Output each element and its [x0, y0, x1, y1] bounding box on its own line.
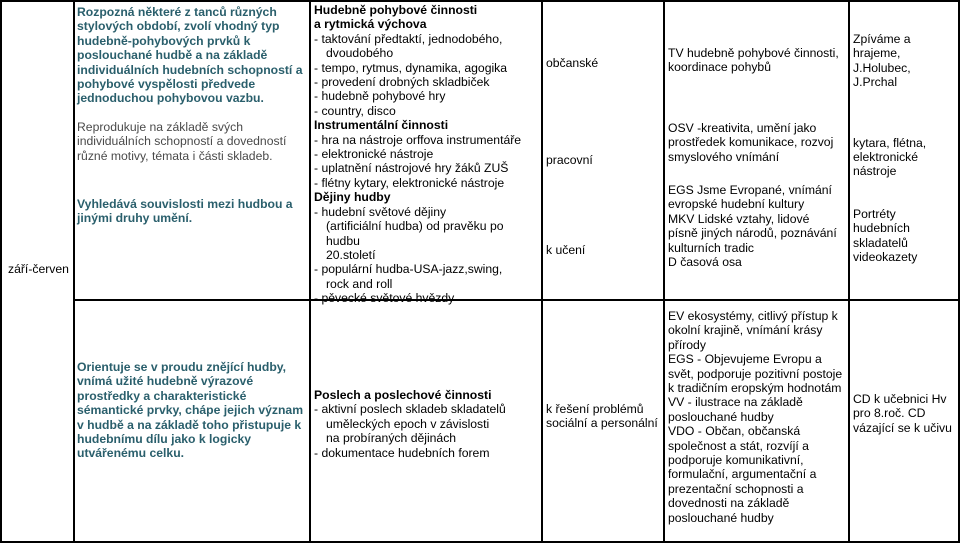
content-heading: Poslech a poslechové činnosti [314, 388, 492, 402]
content-heading: Hudebně pohybové činnosti [314, 3, 478, 17]
content-heading: a rytmická výchova [314, 17, 427, 32]
table-border-top [0, 0, 960, 2]
teaching-material: Portréty hudebních skladatelů videokazety [853, 206, 918, 265]
outcomes-cell [77, 360, 307, 540]
cross-curricular-theme: EV ekosystémy, citlivý přístup k okolní krajině, vnímání krásy přírody [668, 309, 838, 352]
themes-cell [668, 46, 840, 296]
cross-curricular-theme: TV hudebně pohybové činnosti, koordinace pohybů [668, 46, 839, 75]
competence-cell [546, 56, 661, 76]
cross-curricular-theme: EGS Jsme Evropané, vnímání evropské hudební kultury [668, 183, 832, 212]
competence-label: pracovní [546, 153, 593, 167]
competence-label: občanské [546, 56, 599, 70]
teaching-material: kytara, flétna, elektronické nástroje [853, 135, 927, 179]
content-item: uměleckých epoch v závislosti [326, 416, 490, 431]
content-item: - dokumentace hudebních forem [314, 445, 490, 460]
content-item: 20.století [326, 247, 376, 262]
cross-curricular-theme: D časová osa [668, 255, 742, 270]
content-item: - hra na nástroje orffova instrumentáře [314, 132, 522, 147]
teaching-material: Zpíváme a hrajeme, J.Holubec, J.Prchal [853, 32, 911, 90]
cross-curricular-theme: MKV Lidské vztahy, lidové písně jiných národů, poznávání kulturních tradic [668, 211, 837, 255]
content-item: - flétny kytary, elektronické nástroje [314, 175, 505, 190]
content-item: - taktování předtaktí, jednodobého, [314, 31, 503, 46]
competence-label: k učení [546, 243, 586, 257]
competence-cell [546, 243, 661, 263]
month-cell [2, 262, 73, 282]
content-item: - hudební světové dějiny [314, 204, 447, 219]
column-divider [541, 0, 543, 543]
column-divider [309, 0, 311, 543]
cross-curricular-theme: VDO - Občan, občanská společnost a stát, rozvíjí a podporuje komunikativní, formulační, argumentační a prezentační schopnosti a dovednosti na základě poslouchané hudby [668, 424, 817, 525]
content-item: - country, disco [314, 103, 396, 118]
content-item: - uplatnění nástrojové hry žáků ZUŠ [314, 161, 509, 176]
cross-curricular-theme: OSV -kreativita, umění jako prostředek komunikace, rozvoj smyslového vnímání [668, 120, 834, 164]
content-cell [314, 3, 540, 306]
teaching-material: CD k učebnici Hv pro 8.roč. CD vázající se k učivu [853, 392, 952, 435]
content-heading: Dějiny hudby [314, 190, 391, 205]
content-item: - provedení drobných skladbiček [314, 75, 490, 90]
cross-curricular-theme: EGS - Objevujeme Evropu a svět, podporuje pozitivní postoje k tradičním eropským hodnotám [668, 352, 843, 396]
learning-outcome: Reprodukuje na základě svých individuálních schopností a dovedností různé motivy, témata i části skladeb. [77, 119, 287, 163]
competence-cell [546, 153, 661, 173]
notes-cell [853, 32, 953, 296]
content-item: - tempo, rytmus, dynamika, agogika [314, 60, 508, 75]
content-item: - elektronické nástroje [314, 147, 434, 162]
content-item: - hudebně pohybové hry [314, 89, 446, 104]
cross-curricular-theme: VV - ilustrace na základě poslouchané hudby [668, 395, 803, 424]
learning-outcome: Orientuje se v proudu znějící hudby, vnímá užité hudebně výrazové prostředky a charakteristické sémantické prvky, chápe jejich význam v hudbě a na základě toho přistupuje k hudebnímu dílu jako k logicky utvářenému celku. [77, 360, 304, 461]
competence-cell [546, 402, 661, 462]
themes-cell [668, 309, 848, 541]
month-label: září-červen [8, 262, 69, 276]
content-item: dvoudobého [326, 46, 394, 61]
content-item: - aktivní poslech skladeb skladatelů [314, 402, 506, 417]
notes-cell [853, 392, 953, 472]
content-item: na probíraných dějinách [326, 431, 457, 446]
column-divider [73, 0, 75, 543]
content-item: rock and roll [326, 276, 393, 291]
column-divider [848, 0, 850, 543]
competence-label: k řešení problémů sociální a personální [546, 402, 658, 431]
table-border-bottom [0, 541, 960, 543]
content-item: - pěvecké světové hvězdy [314, 291, 455, 306]
column-divider [663, 0, 665, 543]
learning-outcome: Rozpozná některé z tanců různých stylových období, zvolí vhodný typ hudebně-pohybových prvků k poslouchané hudbě a na základě individuálních hudebních schopností a pohybové vyspělosti předvede jednoduchou pohybovou vazbu. [77, 5, 303, 106]
outcomes-cell [77, 5, 307, 295]
content-cell [314, 388, 540, 538]
learning-outcome: Vyhledává souvislosti mezi hudbou a jinými druhy umění. [77, 197, 293, 226]
content-heading: Instrumentální činnosti [314, 118, 449, 133]
content-item: - populární hudba-USA-jazz,swing, [314, 262, 503, 277]
content-item: (artificiální hudba) od pravěku po hudbu [326, 219, 504, 248]
